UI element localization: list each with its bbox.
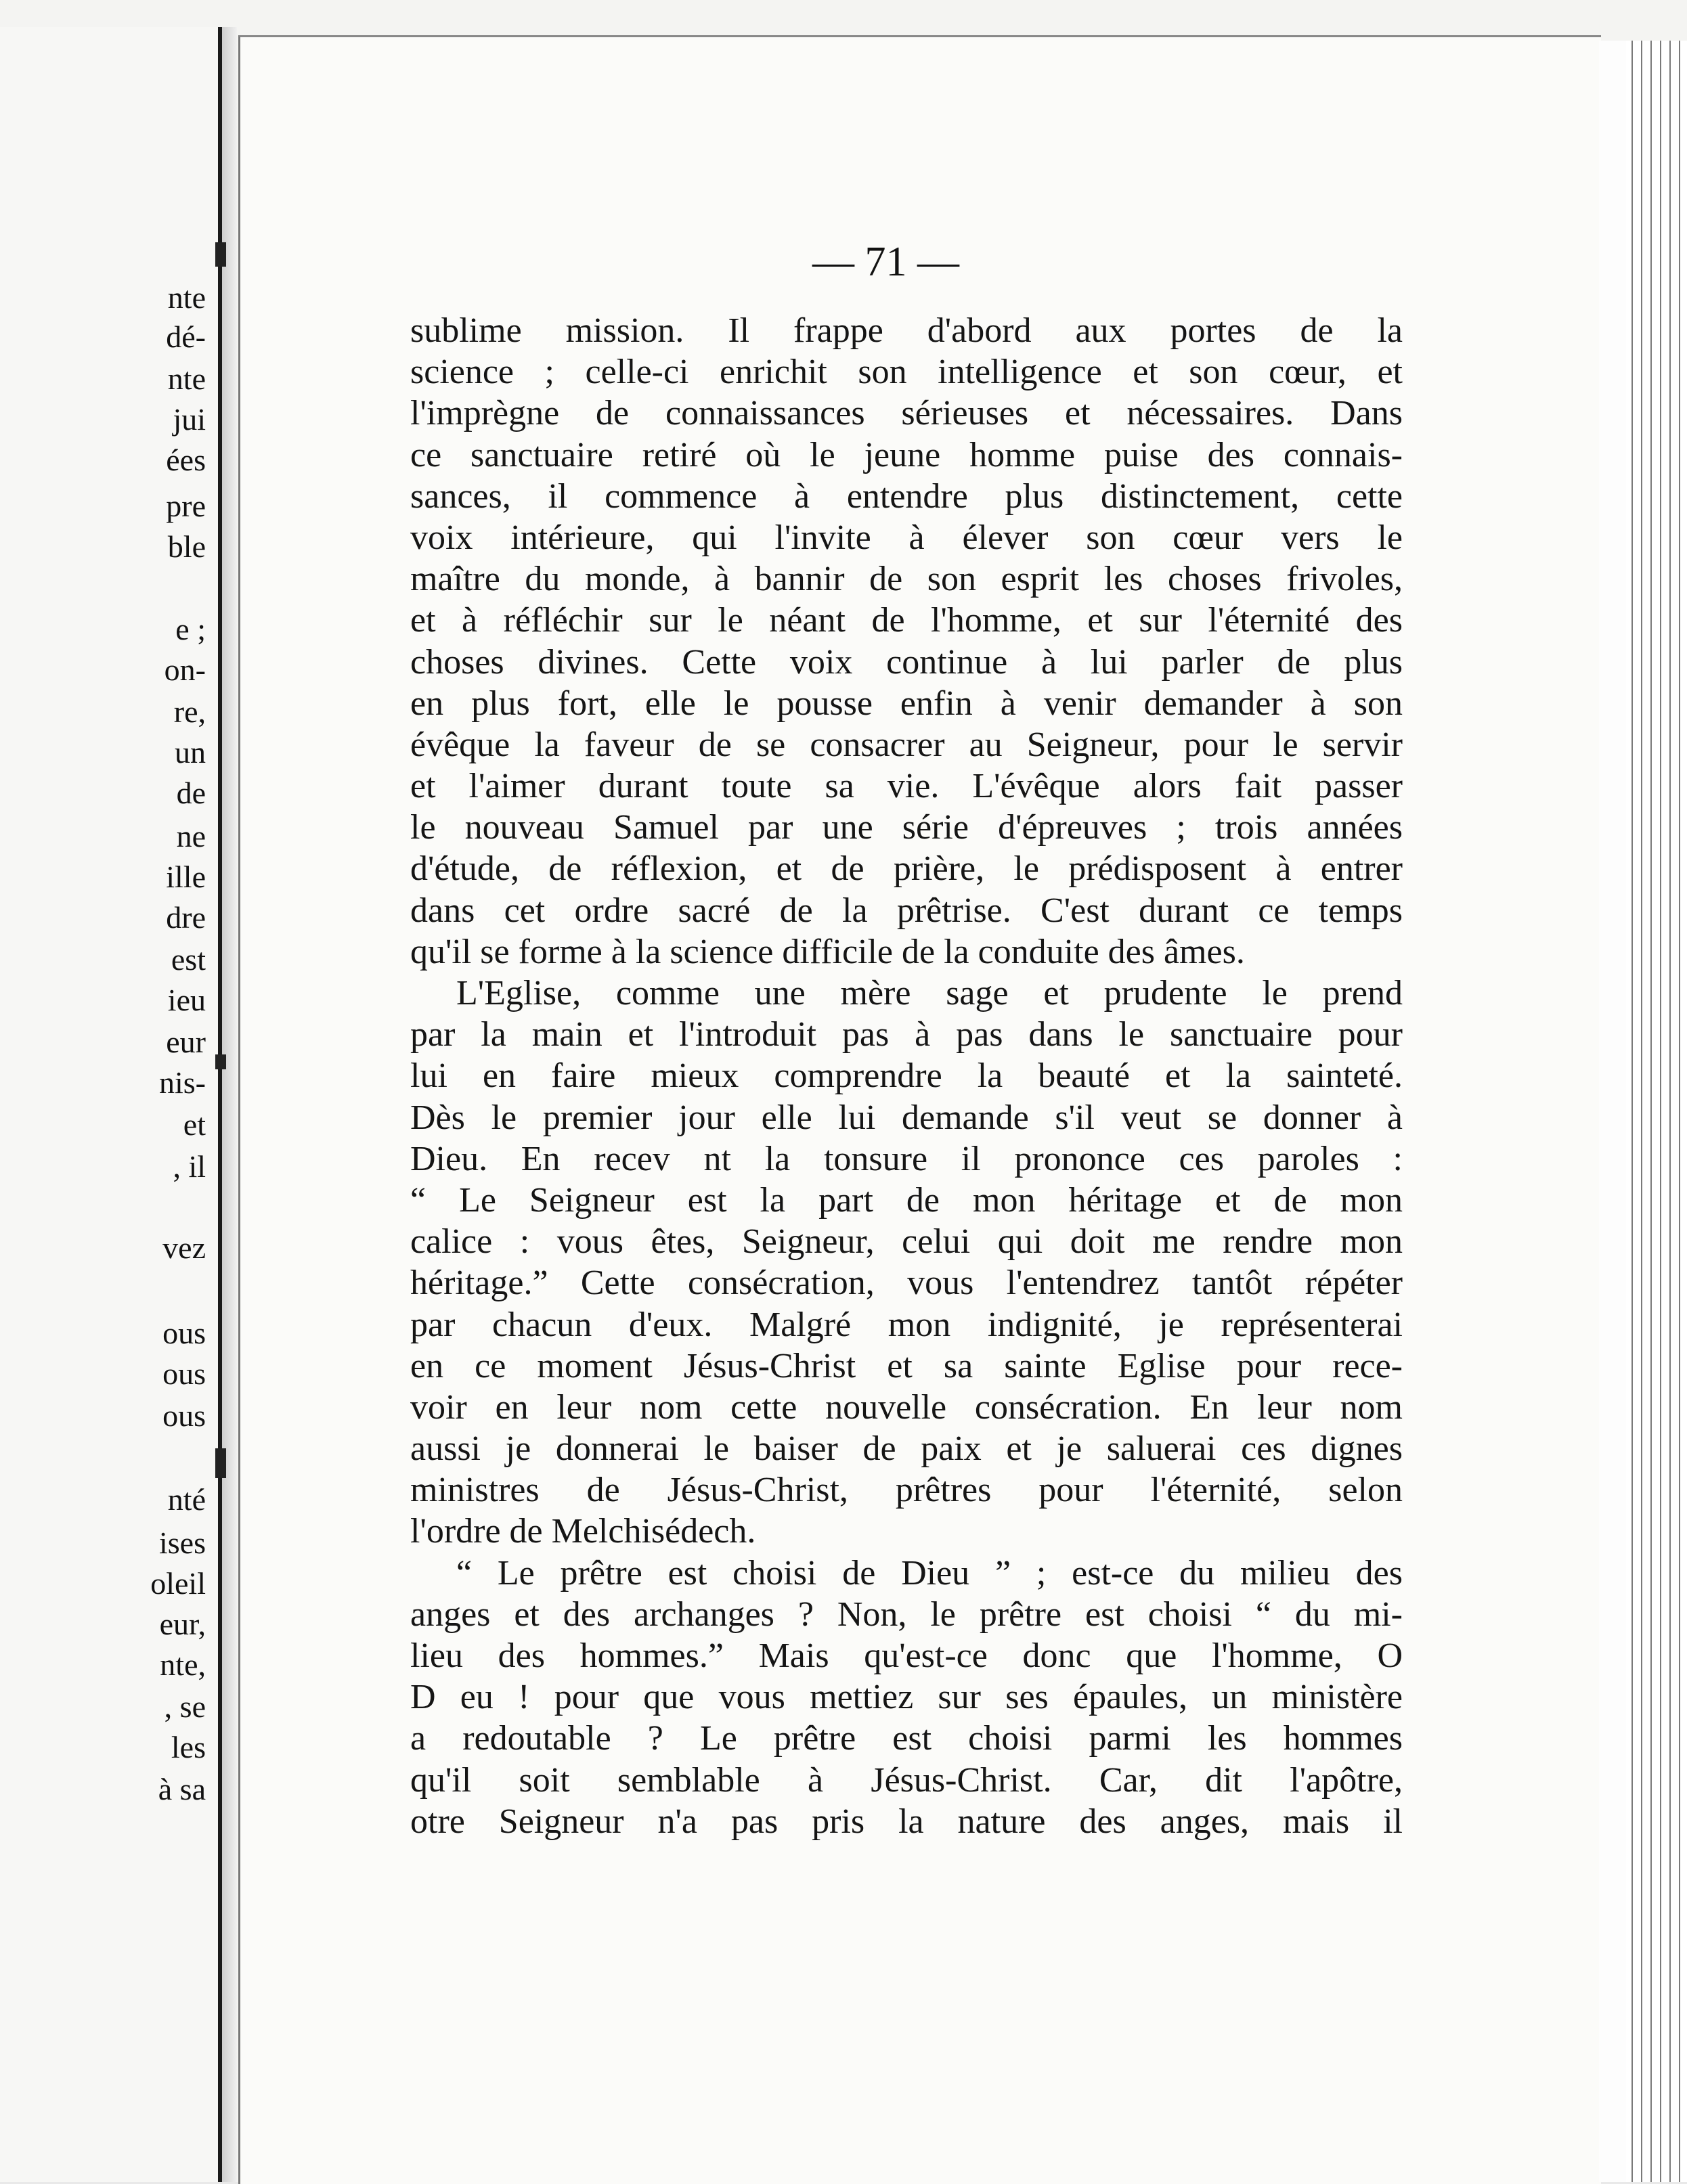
text-line: choses divines. Cette voix continue à lui parler de plus [410,642,1403,682]
text-line: calice : vous êtes, Seigneur, celui qui doit me rendre mon [410,1222,1403,1262]
text-line: et l'aimer durant toute sa vie. L'évêque alors fait passer [410,767,1403,806]
text-line: ministres de Jésus-Christ, prêtres pour l'éternité, selon [410,1471,1403,1510]
left-page-text-fragment: les [171,1730,206,1764]
left-page-text-fragment: nis- [159,1065,206,1100]
left-page-text-fragment: jui [173,402,206,437]
text-line: qu'il soit semblable à Jésus-Christ. Car, dit l'apôtre, [410,1760,1403,1800]
left-page-text-fragment: à sa [158,1772,206,1806]
text-line: maître du monde, à bannir de son esprit les choses frivoles, [410,560,1403,599]
text-line: en ce moment Jésus-Christ et sa sainte Eglise pour rece- [410,1346,1403,1385]
book-gutter [222,27,237,2182]
left-page-text-fragment: oleil [150,1566,206,1601]
text-line: “ Le prêtre est choisi de Dieu ” ; est-ce du milieu des [456,1553,1403,1592]
left-page-text-fragment: pre [166,489,206,523]
left-page-text-fragment: on- [164,652,206,687]
left-page-fragment [0,27,222,2182]
left-page-text-fragment: nte [167,361,206,396]
left-page-text-fragment: et [183,1107,206,1142]
page-edges [1599,41,1687,2182]
left-page-text-fragment: nté [167,1482,206,1517]
left-page-text-fragment: de [176,776,206,810]
text-line: anges et des archanges ? Non, le prêtre est choisi “ du mi- [410,1595,1403,1634]
left-page-text-fragment: ées [166,443,206,477]
text-line: lieu des hommes.” Mais qu'est-ce donc que l'homme, O [410,1636,1403,1675]
text-line: Dès le premier jour elle lui demande s'il veut se donner à [410,1098,1403,1137]
left-page-text-fragment: eur [166,1025,206,1059]
left-page-text-fragment: ille [166,860,206,894]
left-page-text-fragment: est [171,942,206,977]
left-page-text-fragment: eur, [159,1607,206,1641]
left-page-text-fragment: ous [162,1356,206,1391]
text-line: le nouveau Samuel par une série d'épreuves ; trois années [410,808,1403,847]
binding-mark [215,1448,226,1478]
text-line: évêque la faveur de se consacrer au Seigneur, pour le servir [410,725,1403,764]
text-line: en plus fort, elle le pousse enfin à venir demander à son [410,684,1403,723]
text-line: ce sanctuaire retiré où le jeune homme puise des connais- [410,435,1403,474]
text-line: sublime mission. Il frappe d'abord aux portes de la [410,311,1403,350]
text-line: a redoutable ? Le prêtre est choisi parmi les hommes [410,1719,1403,1758]
text-line: dans cet ordre sacré de la prêtrise. C'est durant ce temps [410,891,1403,930]
text-line: L'Eglise, comme une mère sage et prudente le prend [456,974,1403,1012]
left-page-text-fragment: , il [173,1149,206,1184]
left-page-text-fragment: dre [166,900,206,935]
text-line: “ Le Seigneur est la part de mon héritage et de mon [410,1180,1403,1220]
text-line: voir en leur nom cette nouvelle consécration. En leur nom [410,1387,1403,1427]
left-page-text-fragment: re, [173,694,206,729]
left-page-text-fragment: un [175,735,206,770]
left-page-text-fragment: e ; [175,612,206,646]
text-line: voix intérieure, qui l'invite à élever son cœur vers le [410,518,1403,557]
left-page-text-fragment: ous [162,1398,206,1433]
left-page-text-fragment: ieu [167,983,206,1017]
left-page-text-fragment: , se [164,1689,206,1724]
text-line: lui en faire mieux comprendre la beauté et la sainteté. [410,1056,1403,1096]
text-line: sances, il commence à entendre plus distinctement, cette [410,476,1403,516]
text-line: l'ordre de Melchisédech. [410,1512,756,1551]
text-line: et à réfléchir sur le néant de l'homme, et sur l'éternité des [410,601,1403,640]
left-page-text-fragment: nte [167,280,206,315]
left-page-text-fragment: ne [176,819,206,853]
text-line: D eu ! pour que vous mettiez sur ses épaules, un ministère [410,1678,1403,1717]
text-line: héritage.” Cette consécration, vous l'entendrez tantôt répéter [410,1264,1403,1303]
body-text [410,310,1403,1842]
text-line: aussi je donnerai le baiser de paix et je saluerai ces dignes [410,1429,1403,1469]
text-line: otre Seigneur n'a pas pris la nature des anges, mais il [410,1802,1403,1841]
text-line: par chacun d'eux. Malgré mon indignité, je représenterai [410,1305,1403,1344]
left-page-text-fragment: ble [167,529,206,564]
binding-mark [215,242,226,267]
left-page-text-fragment: ous [162,1316,206,1350]
page-number: — 71 — [812,239,959,285]
left-page-text-fragment: dé- [166,319,206,354]
binding-mark [215,1054,226,1069]
text-line: l'imprègne de connaissances sérieuses et nécessaires. Dans [410,394,1403,433]
left-page-text-fragment: ises [159,1525,206,1560]
text-line: par la main et l'introduit pas à pas dans le sanctuaire pour [410,1015,1403,1054]
text-line: d'étude, de réflexion, et de prière, le prédisposent à entrer [410,849,1403,889]
text-line: qu'il se forme à la science difficile de la conduite des âmes. [410,932,1245,971]
text-line: science ; celle-ci enrichit son intelligence et son cœur, et [410,353,1403,392]
text-line: Dieu. En recev nt la tonsure il prononce ces paroles : [410,1139,1403,1178]
left-page-text-fragment: vez [162,1230,206,1265]
left-page-text-fragment: nte, [160,1647,206,1682]
